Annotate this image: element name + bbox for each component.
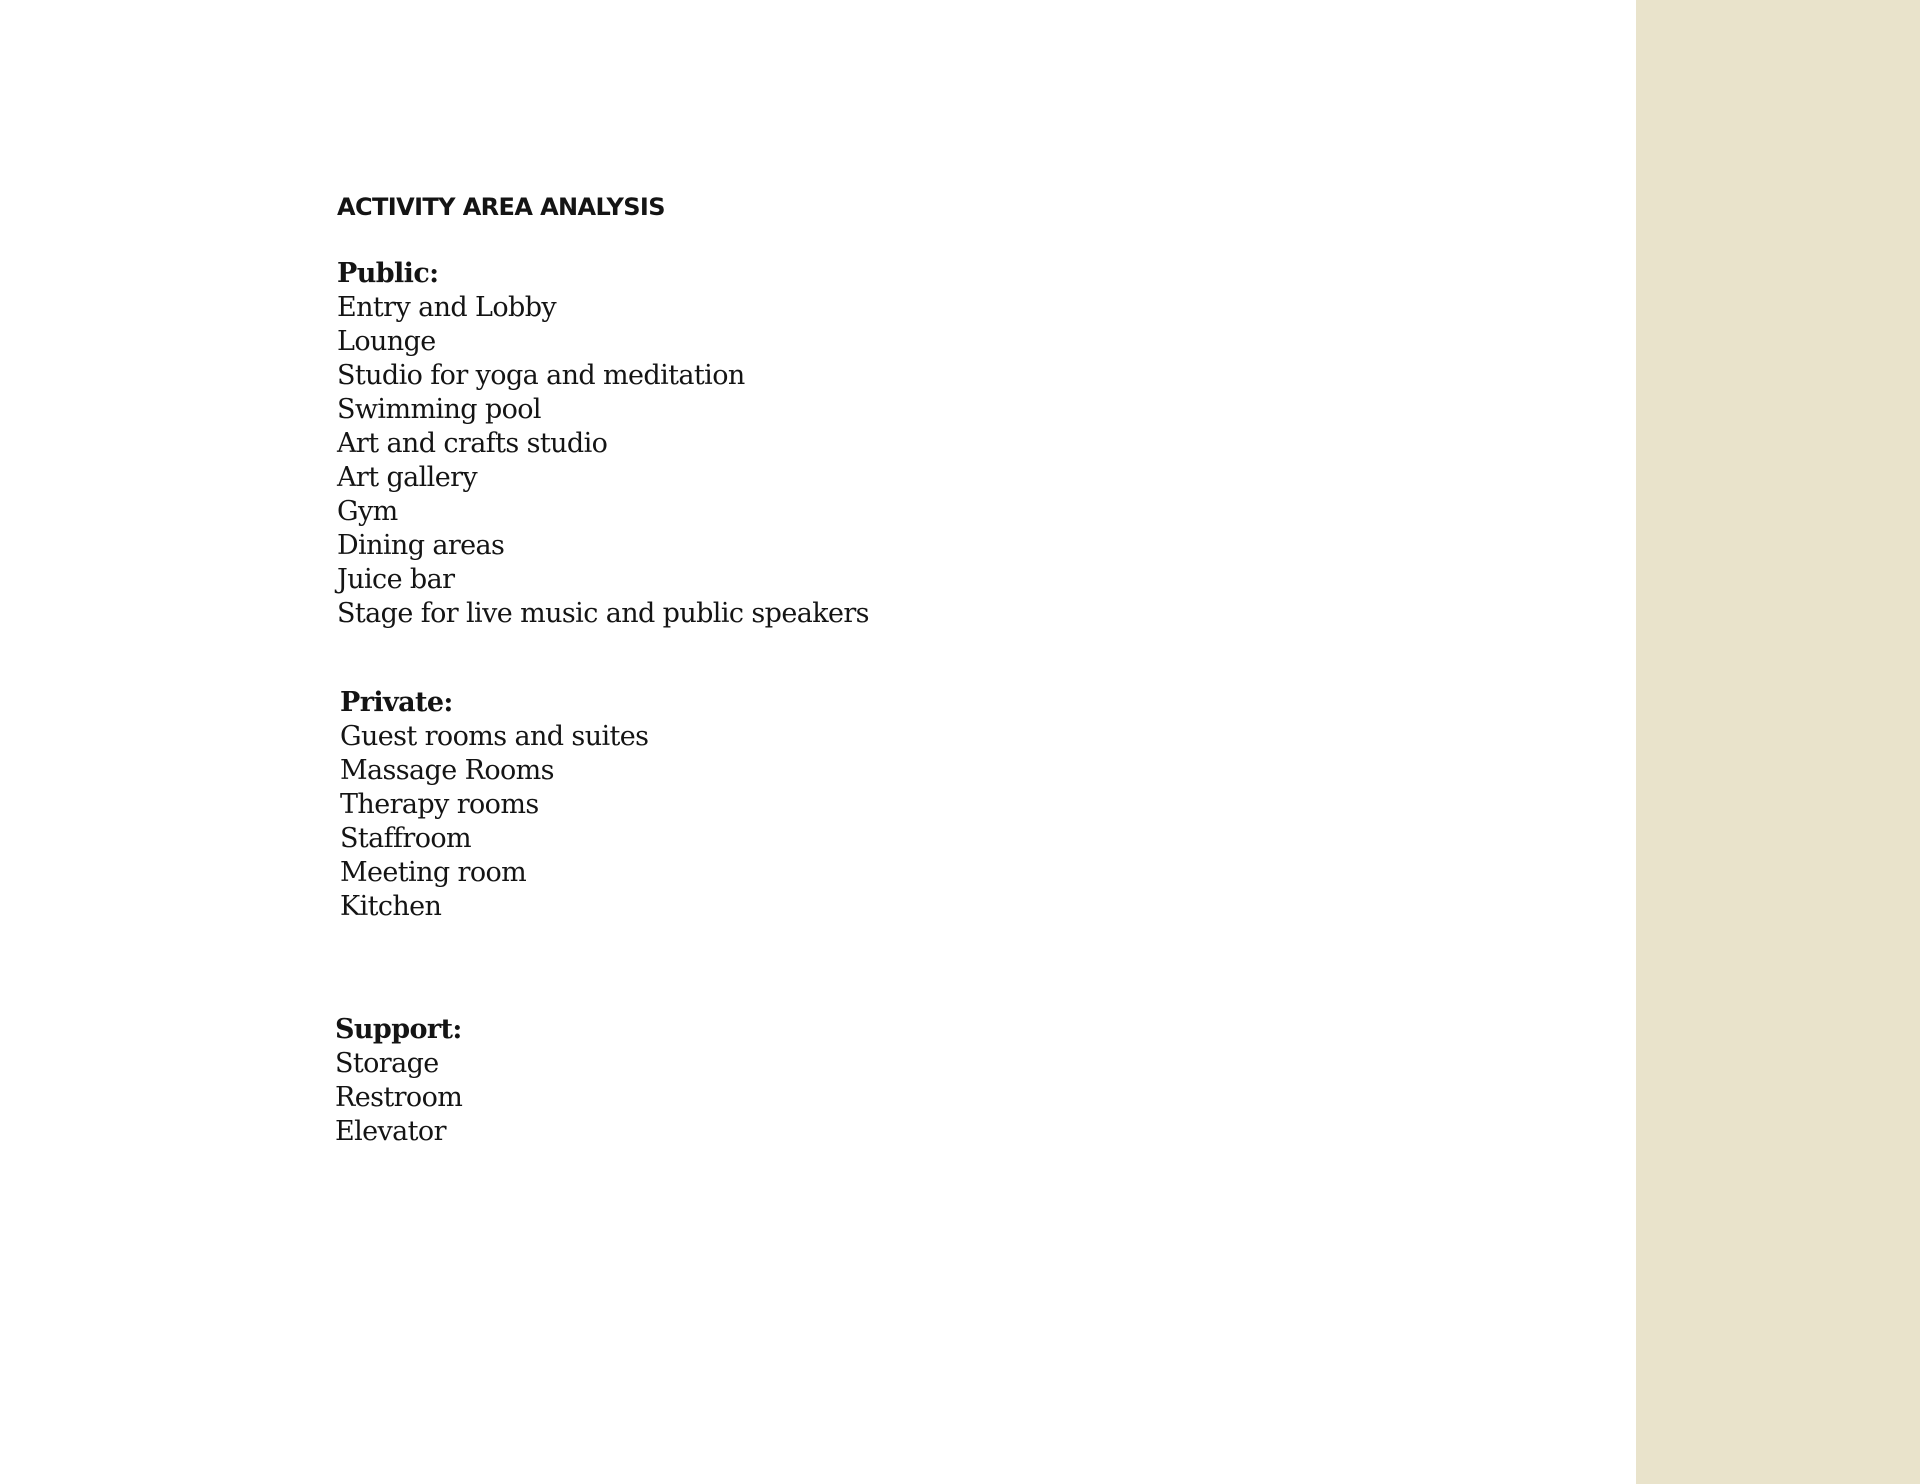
private-item-list (340, 720, 648, 924)
list-item: Studio for yoga and meditation (337, 360, 745, 391)
list-item: Art and crafts studio (337, 428, 608, 459)
side-panel (1636, 0, 1920, 1484)
section-heading-public: Public: (337, 258, 439, 289)
list-item: Art gallery (337, 462, 478, 493)
page-title: ACTIVITY AREA ANALYSIS (337, 193, 665, 221)
list-item: Restroom (335, 1082, 463, 1113)
support-item-list (335, 1047, 462, 1149)
list-item: Massage Rooms (340, 755, 554, 786)
section-public (337, 257, 869, 631)
list-item: Swimming pool (337, 394, 541, 425)
section-support (335, 1013, 462, 1149)
list-item: Elevator (335, 1116, 446, 1147)
list-item: Guest rooms and suites (340, 721, 649, 752)
list-item: Gym (337, 496, 398, 527)
list-item: Kitchen (340, 891, 442, 922)
list-item: Lounge (337, 326, 436, 357)
list-item: Staffroom (340, 823, 472, 854)
section-private (340, 686, 648, 924)
list-item: Dining areas (337, 530, 505, 561)
list-item: Stage for live music and public speakers (337, 598, 869, 629)
section-heading-private: Private: (340, 687, 453, 718)
list-item: Storage (335, 1048, 439, 1079)
list-item: Therapy rooms (340, 789, 539, 820)
public-item-list (337, 291, 869, 631)
list-item: Meeting room (340, 857, 527, 888)
list-item: Entry and Lobby (337, 292, 557, 323)
list-item: Juice bar (337, 564, 455, 595)
section-heading-support: Support: (335, 1014, 462, 1045)
